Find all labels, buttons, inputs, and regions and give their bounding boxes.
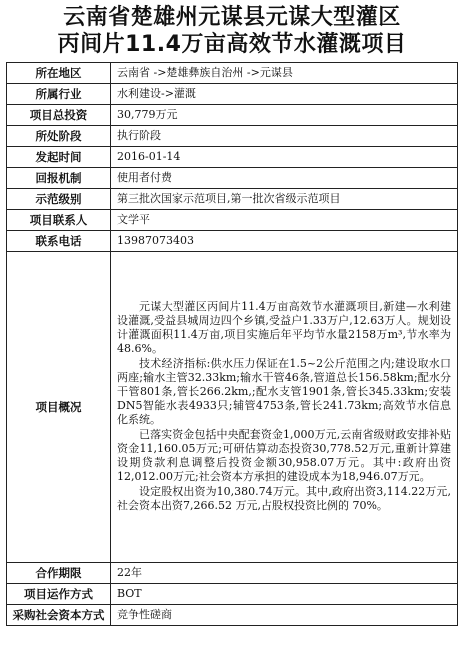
row-label: 回报机制 — [7, 168, 111, 189]
row-value: 2016-01-14 — [111, 147, 458, 168]
title-line-1: 云南省楚雄州元谋县元谋大型灌区 — [63, 5, 401, 30]
overview-paragraph: 技术经济指标:供水压力保证在1.5~2公斤范围之内;建设取水口两座;输水主管32.33km;输水干管46条,管道总长156.58km;配水分干管801条,管长266.2km,;配水支管1901条,管长345.33km;安装DN5智能水表4933只;辅管4753条,管长241.73km;高效节水信息化系统。 — [117, 357, 451, 426]
row-value: 执行阶段 — [111, 126, 458, 147]
row-value: 文学平 — [111, 210, 458, 231]
row-label: 项目联系人 — [7, 210, 111, 231]
row-value: 30,779万元 — [111, 105, 458, 126]
table-row — [7, 563, 458, 584]
row-value: 使用者付费 — [111, 168, 458, 189]
row-label: 联系电话 — [7, 231, 111, 252]
row-label: 合作期限 — [7, 563, 111, 584]
document-title — [0, 0, 464, 62]
table-row — [7, 605, 458, 626]
row-label: 所属行业 — [7, 84, 111, 105]
overview-paragraph: 元谋大型灌区丙间片11.4万亩高效节水灌溉项目,新建—水利建设灌溉,受益县城周边四个乡镇,受益户1.33万户,12.63万人。规划设计灌溉面积11.4万亩,项目实施后年平均节水量2158万m³,节水率为48.6%。 — [117, 300, 451, 355]
row-label: 项目总投资 — [7, 105, 111, 126]
project-info-table — [6, 62, 458, 626]
table-row — [7, 84, 458, 105]
overview-label: 项目概况 — [7, 252, 111, 563]
table-row — [7, 584, 458, 605]
row-label: 示范级别 — [7, 189, 111, 210]
row-value: 竞争性磋商 — [111, 605, 458, 626]
table-row — [7, 168, 458, 189]
row-value: 13987073403 — [111, 231, 458, 252]
row-label: 采购社会资本方式 — [7, 605, 111, 626]
table-row — [7, 105, 458, 126]
overview-paragraph: 已落实资金包括中央配套资金1,000万元,云南省级财政安排补贴资金11,160.05万元;可研估算动态投资30,778.52万元,重新计算建设期贷款利息调整后投资金额30,958.07万元。其中:政府出资12,012.00万元;社会资本方承担的建设成本为18,946.07万元。 — [117, 428, 451, 483]
overview-text — [111, 252, 458, 563]
table-row — [7, 189, 458, 210]
row-value: 水利建设->灌溉 — [111, 84, 458, 105]
table-row — [7, 63, 458, 84]
overview-paragraph: 设定股权出资为10,380.74万元。其中,政府出资3,114.22万元,社会资本出资7,266.52 万元,占股权投资比例的 70%。 — [117, 485, 451, 512]
row-label: 项目运作方式 — [7, 584, 111, 605]
table-row — [7, 210, 458, 231]
table-row — [7, 126, 458, 147]
title-line-2: 丙间片11.4万亩高效节水灌溉项目 — [57, 32, 407, 57]
row-value: 第三批次国家示范项目,第一批次省级示范项目 — [111, 189, 458, 210]
row-value: 云南省 ->楚雄彝族自治州 ->元谋县 — [111, 63, 458, 84]
row-value: BOT — [111, 584, 458, 605]
row-value: 22年 — [111, 563, 458, 584]
row-label: 所在地区 — [7, 63, 111, 84]
table-row — [7, 147, 458, 168]
table-row — [7, 231, 458, 252]
table-row-overview — [7, 252, 458, 563]
row-label: 发起时间 — [7, 147, 111, 168]
row-label: 所处阶段 — [7, 126, 111, 147]
